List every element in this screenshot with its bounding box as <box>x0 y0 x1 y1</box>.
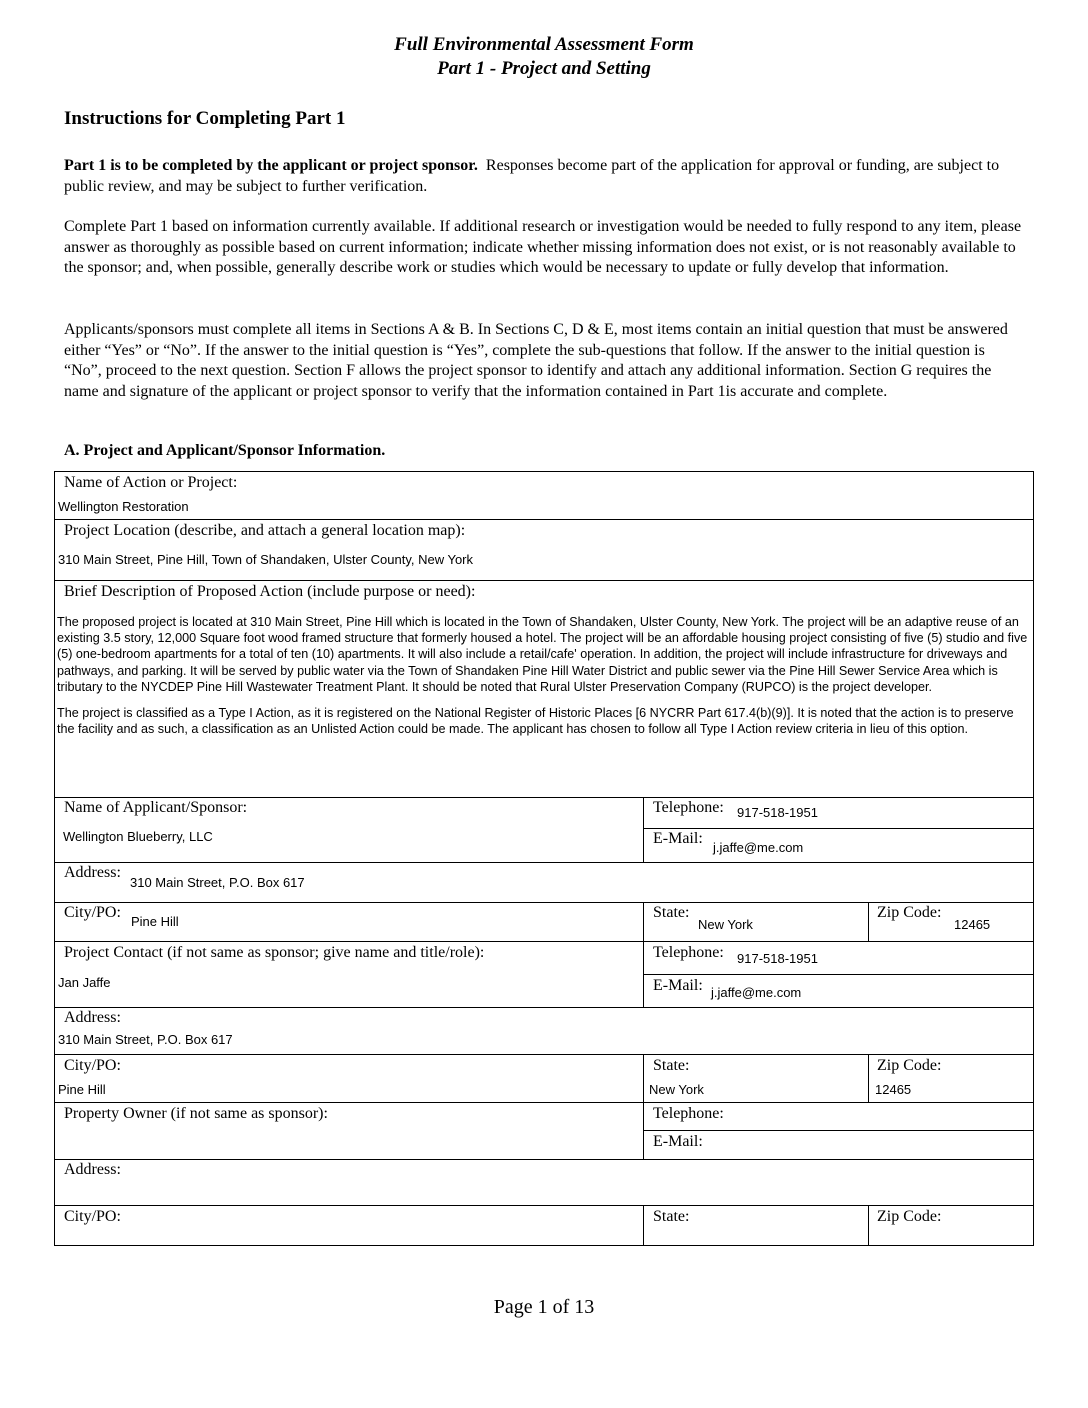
owner-zip-label: Zip Code: <box>877 1208 942 1225</box>
owner-email-label: E-Mail: <box>653 1133 703 1150</box>
name-of-action-label: Name of Action or Project: <box>64 474 238 491</box>
applicant-name-label: Name of Applicant/Sponsor: <box>64 799 248 816</box>
contact-zip-label: Zip Code: <box>877 1057 942 1074</box>
brief-description-paragraph-1: The proposed project is located at 310 Main Street, Pine Hill which is located in the Town of Shandaken, Ulster County, New York. The project will be an adaptive reuse of an existing 3.5 story, 12,000 Square foot wood framed structure that formerly housed a hotel. The project will be an affordable housing project consisting of five (5) studio and five (5) one-bedroom apartments for a total of ten (10) apartments. It will also include a retail/cafe' operation. In addition, the project will include infrastructure for driveways and pathways, and parking. It will be served by public water via the Town of Shandaken Pine Hill Water District and public sewer via the Pine Hill Sewer Service Area which is tributary to the NYCDEP Pine Hill Wastewater Treatment Plant. It should be noted that Rural Ulster Preservation Company (RUPCO) is the project developer. <box>57 615 1028 694</box>
instructions-p1-bold: Part 1 is to be completed by the applicant or project sponsor. <box>64 157 478 174</box>
applicant-city-field[interactable]: Pine Hill <box>131 914 179 929</box>
applicant-address-label: Address: <box>64 864 121 881</box>
owner-telephone-label: Telephone: <box>653 1105 724 1122</box>
contact-address-label: Address: <box>64 1009 121 1026</box>
applicant-state-label: State: <box>653 904 690 921</box>
applicant-address-field[interactable]: 310 Main Street, P.O. Box 617 <box>130 875 305 890</box>
page-number: Page 1 of 13 <box>493 1296 595 1318</box>
brief-description-label: Brief Description of Proposed Action (include purpose or need): <box>64 583 476 600</box>
contact-city-label: City/PO: <box>64 1057 121 1074</box>
applicant-zip-label: Zip Code: <box>877 904 942 921</box>
applicant-city-label: City/PO: <box>64 904 121 921</box>
contact-name-field[interactable]: Jan Jaffe <box>58 975 111 990</box>
owner-state-label: State: <box>653 1208 690 1225</box>
brief-description-field[interactable] <box>57 614 1029 737</box>
instructions-paragraph-3: Applicants/sponsors must complete all items in Sections A & B. In Sections C, D & E, most items contain an initial question that must be answered either “Yes” or “No”. If the answer to the initial question is “Yes”, complete the sub-questions that follow. If the answer to the initial question is “No”, proceed to the next question. Section F allows the project sponsor to identify and attach any additional information. Section G requires the name and signature of the applicant or project sponsor to verify that the information contained in Part 1is accurate and complete. <box>64 321 1008 400</box>
applicant-state-field[interactable]: New York <box>698 917 753 932</box>
applicant-email-label: E-Mail: <box>653 830 703 847</box>
contact-state-label: State: <box>653 1057 690 1074</box>
instructions-p1-rest: Responses become part of the application for approval or funding, are subject to public review, and may be subject to further verification. <box>64 157 1000 195</box>
contact-email-field[interactable]: j.jaffe@me.com <box>711 985 802 1000</box>
contact-telephone-label: Telephone: <box>653 944 724 961</box>
project-location-field[interactable]: 310 Main Street, Pine Hill, Town of Shandaken, Ulster County, New York <box>58 552 474 567</box>
owner-address-label: Address: <box>64 1161 121 1178</box>
instructions-paragraph-1 <box>64 156 1024 197</box>
contact-name-label: Project Contact (if not same as sponsor; give name and title/role): <box>64 944 485 961</box>
contact-address-field[interactable]: 310 Main Street, P.O. Box 617 <box>58 1032 233 1047</box>
applicant-name-field[interactable]: Wellington Blueberry, LLC <box>63 829 213 844</box>
applicant-email-field[interactable]: j.jaffe@me.com <box>713 840 804 855</box>
applicant-telephone-field[interactable]: 917-518-1951 <box>737 805 818 820</box>
project-info-form <box>54 471 1034 1246</box>
brief-description-paragraph-2: The project is classified as a Type I Action, as it is registered on the National Register of Historic Places [6 NYCRR Part 617.4(b)(9)]. It is noted that the action is to preserve the facility and as such, a classification as an Unlisted Action could be made. The applicant has chosen to follow all Type I Action review criteria in lieu of this option. <box>57 706 1014 737</box>
owner-name-label: Property Owner (if not same as sponsor): <box>64 1105 328 1122</box>
form-subtitle: Part 1 - Project and Setting <box>437 58 651 79</box>
contact-state-field[interactable]: New York <box>649 1082 704 1097</box>
contact-zip-field[interactable]: 12465 <box>875 1082 912 1097</box>
applicant-telephone-label: Telephone: <box>653 799 724 816</box>
owner-city-label: City/PO: <box>64 1208 121 1225</box>
form-title: Full Environmental Assessment Form <box>394 34 694 55</box>
section-a-heading: A. Project and Applicant/Sponsor Information. <box>64 442 386 459</box>
contact-city-field[interactable]: Pine Hill <box>58 1082 106 1097</box>
applicant-zip-field[interactable]: 12465 <box>954 917 991 932</box>
name-of-action-field[interactable]: Wellington Restoration <box>58 499 189 514</box>
contact-email-label: E-Mail: <box>653 977 703 994</box>
project-location-label: Project Location (describe, and attach a general location map): <box>64 522 466 539</box>
contact-telephone-field[interactable]: 917-518-1951 <box>737 951 818 966</box>
instructions-heading: Instructions for Completing Part 1 <box>64 108 346 129</box>
instructions-paragraph-2: Complete Part 1 based on information currently available. If additional research or investigation would be needed to fully respond to any item, please answer as thoroughly as possible based on current information; indicate whether missing information does not exist, or is not reasonably available to the sponsor; and, when possible, generally describe work or studies which would be necessary to update or fully develop that information. <box>64 218 1022 276</box>
